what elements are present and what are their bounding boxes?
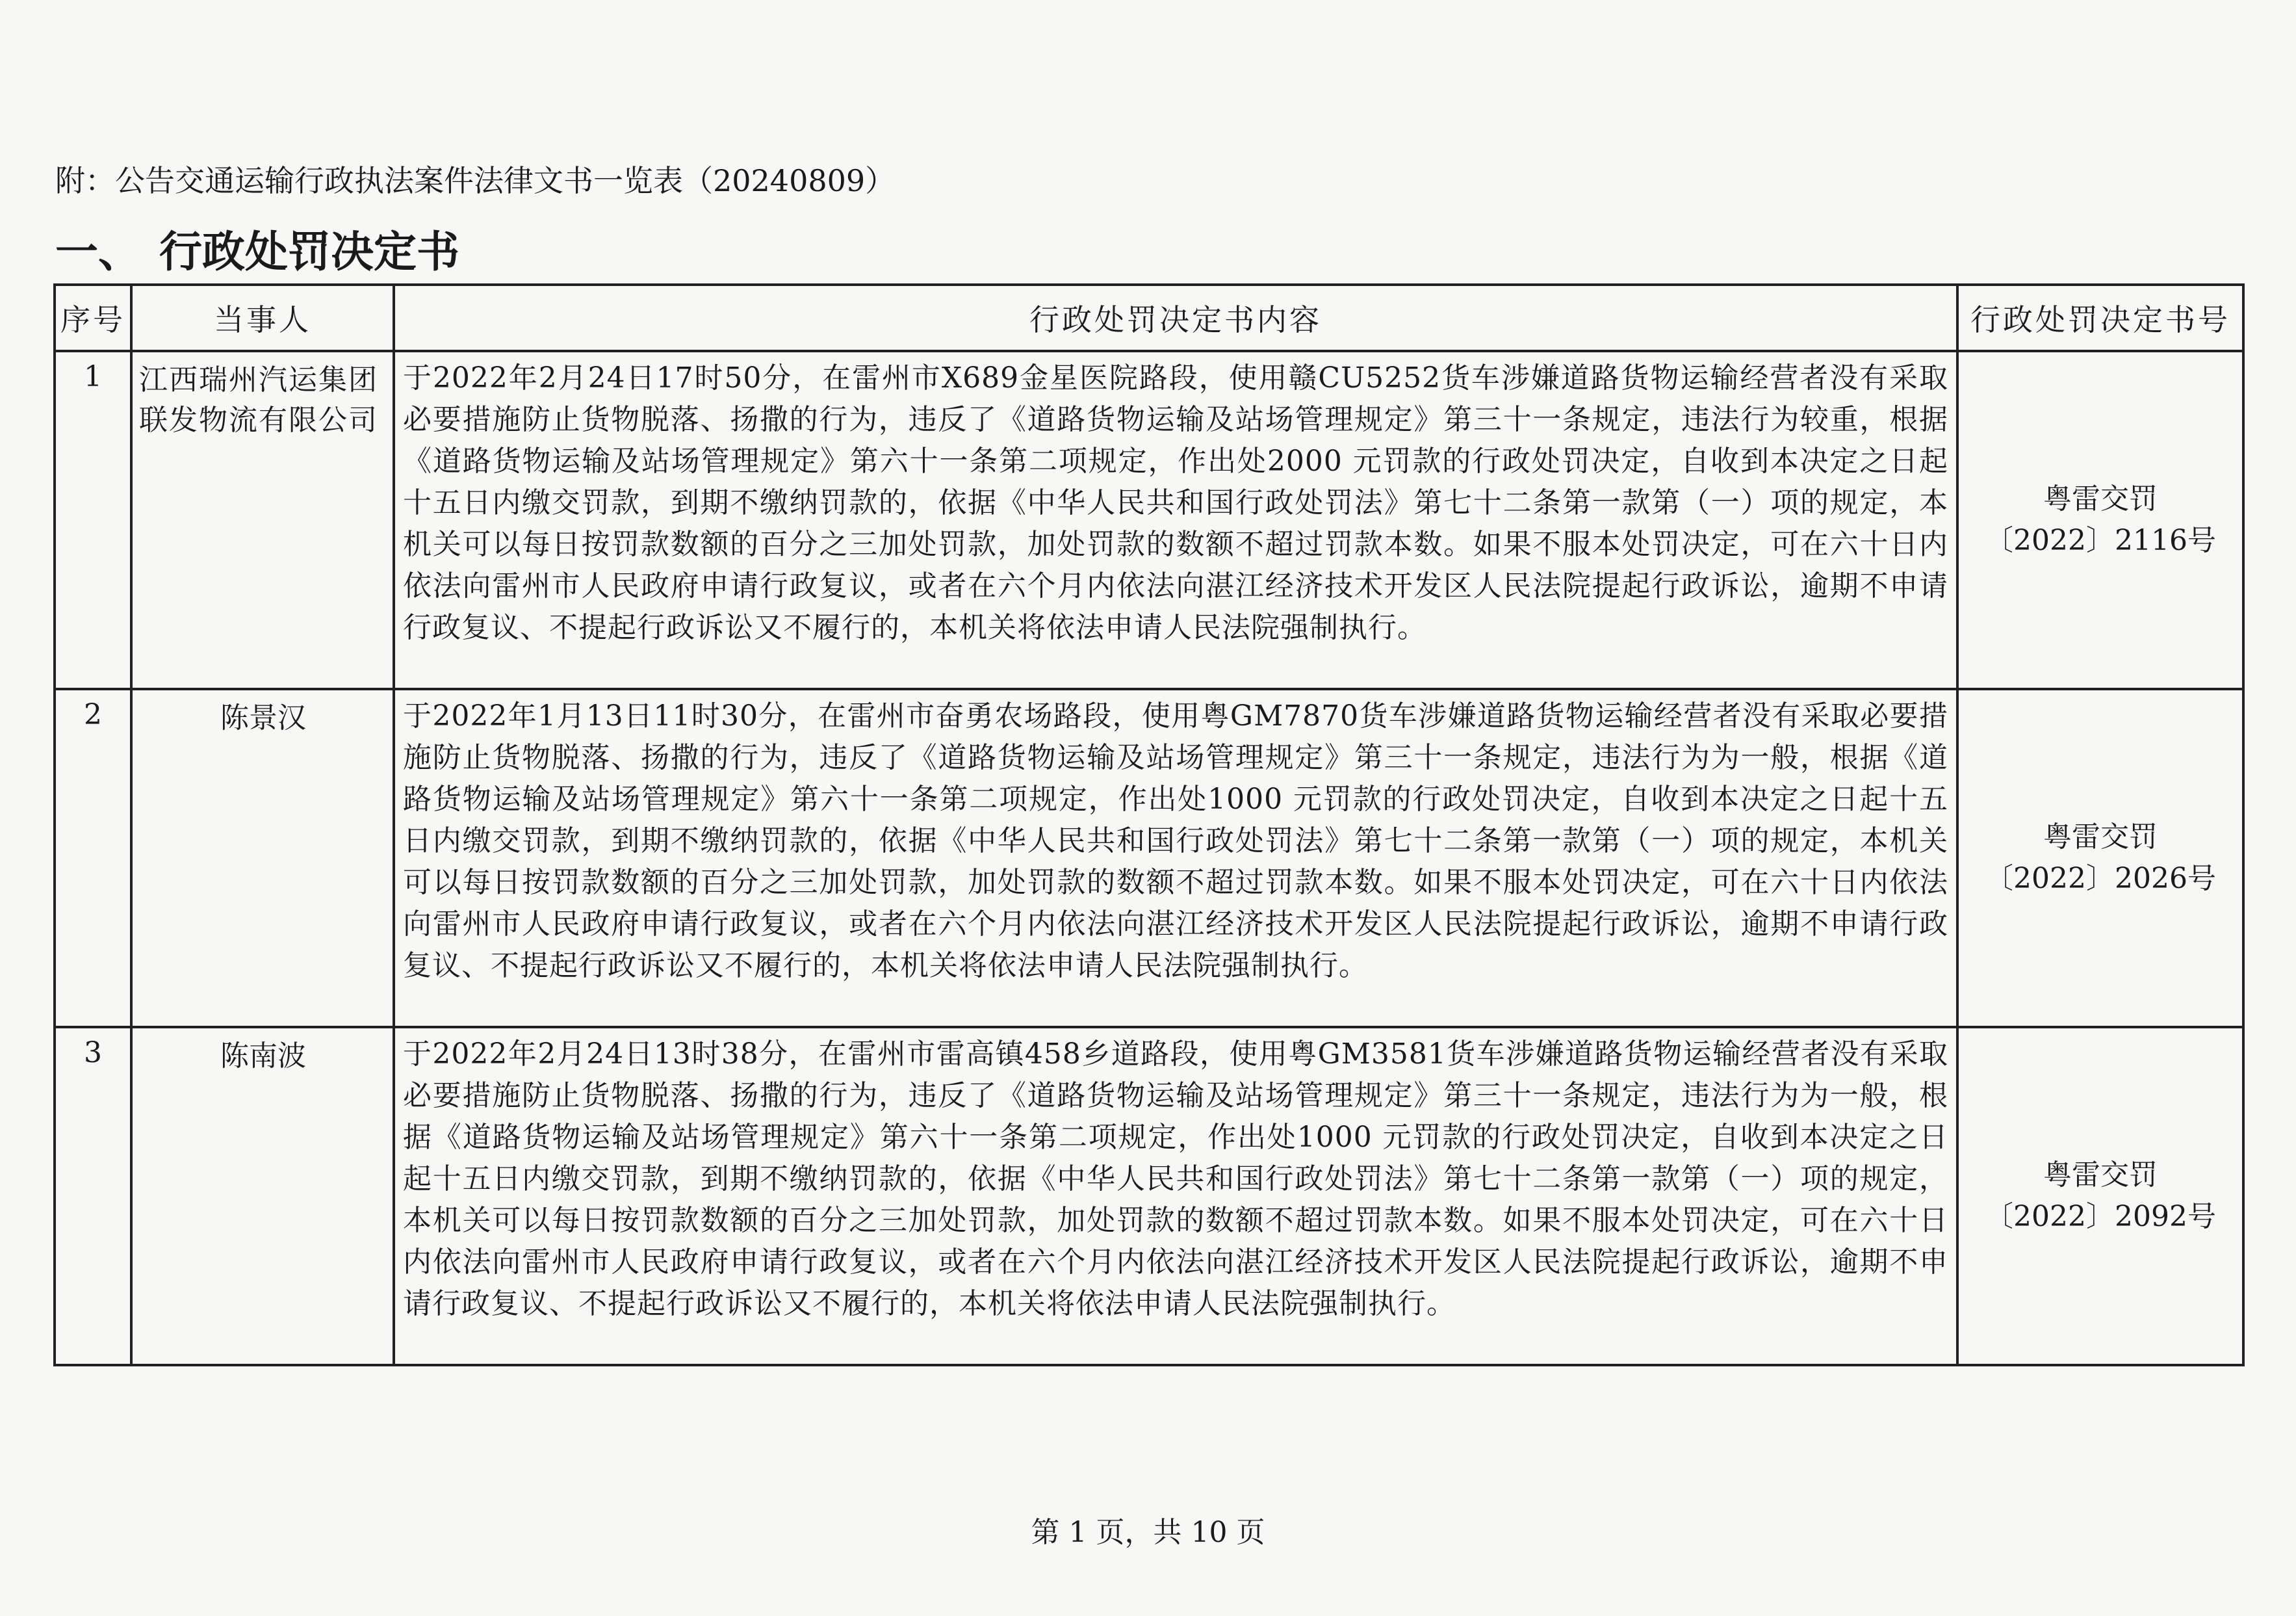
table-row — [55, 1027, 2243, 1365]
row-no: 3 — [55, 1027, 131, 1365]
row-doc-no — [1957, 1027, 2243, 1365]
row-content: 于2022年2月24日17时50分，在雷州市X689金星医院路段，使用赣CU5252货车涉嫌道路货物运输经营者没有采取必要措施防止货物脱落、扬撒的行为，违反了《道路货物运输及站场管理规定》第三十一条规定，违法行为较重，根据《道路货物运输及站场管理规定》第六十一条第二项规定，作出处2000 元罚款的行政处罚决定，自收到本决定之日起十五日内缴交罚款，到期不缴纳罚款的，依据《中华人民共和国行政处罚法》第七十二条第一款第（一）项的规定，本机关可以每日按罚款数额的百分之三加处罚款，加处罚款的数额不超过罚款本数。如果不服本处罚决定，可在六十日内依法向雷州市人民政府申请行政复议，或者在六个月内依法向湛江经济技术开发区人民法院提起行政诉讼，逾期不申请行政复议、不提起行政诉讼又不履行的，本机关将依法申请人民法院强制执行。 — [394, 351, 1957, 689]
row-party: 陈南波 — [131, 1027, 394, 1365]
row-no: 1 — [55, 351, 131, 689]
page-number: 第 1 页，共 10 页 — [1031, 1516, 1265, 1549]
row-doc-no — [1957, 689, 2243, 1027]
section-title: 行政处罚决定书 — [159, 227, 459, 277]
row-content: 于2022年2月24日13时38分，在雷州市雷高镇458乡道路段，使用粤GM3581货车涉嫌道路货物运输经营者没有采取必要措施防止货物脱落、扬撒的行为，违反了《道路货物运输及站场管理规定》第三十一条规定，违法行为为一般，根据《道路货物运输及站场管理规定》第六十一条第二项规定，作出处1000 元罚款的行政处罚决定，自收到本决定之日起十五日内缴交罚款，到期不缴纳罚款的，依据《中华人民共和国行政处罚法》第七十二条第一款第（一）项的规定，本机关可以每日按罚款数额的百分之三加处罚款，加处罚款的数额不超过罚款本数。如果不服本处罚决定，可在六十日内依法向雷州市人民政府申请行政复议，或者在六个月内依法向湛江经济技术开发区人民法院提起行政诉讼，逾期不申请行政复议、不提起行政诉讼又不履行的，本机关将依法申请人民法院强制执行。 — [394, 1027, 1957, 1365]
header-party: 当事人 — [131, 285, 394, 351]
table-row — [55, 351, 2243, 689]
table-row — [55, 689, 2243, 1027]
attachment-title: 附：公告交通运输行政执法案件法律文书一览表（20240809） — [55, 163, 896, 198]
penalty-decision-table — [53, 283, 2245, 1366]
doc-no-issuer: 粤雷交罚 — [2043, 820, 2158, 854]
header-no: 序号 — [55, 285, 131, 351]
table-header-row — [55, 285, 2243, 351]
row-party: 陈景汉 — [131, 689, 394, 1027]
section-heading — [55, 226, 459, 278]
row-content: 于2022年1月13日11时30分，在雷州市奋勇农场路段，使用粤GM7870货车涉嫌道路货物运输经营者没有采取必要措施防止货物脱落、扬撒的行为，违反了《道路货物运输及站场管理规定》第三十一条规定，违法行为为一般，根据《道路货物运输及站场管理规定》第六十一条第二项规定，作出处1000 元罚款的行政处罚决定，自收到本决定之日起十五日内缴交罚款，到期不缴纳罚款的，依据《中华人民共和国行政处罚法》第七十二条第一款第（一）项的规定，本机关可以每日按罚款数额的百分之三加处罚款，加处罚款的数额不超过罚款本数。如果不服本处罚决定，可在六十日内依法向雷州市人民政府申请行政复议，或者在六个月内依法向湛江经济技术开发区人民法院提起行政诉讼，逾期不申请行政复议、不提起行政诉讼又不履行的，本机关将依法申请人民法院强制执行。 — [394, 689, 1957, 1027]
row-doc-no — [1957, 351, 2243, 689]
doc-no-number: 〔2022〕2026号 — [1985, 862, 2216, 895]
doc-no-issuer: 粤雷交罚 — [2043, 482, 2158, 515]
row-party: 江西瑞州汽运集团联发物流有限公司 — [131, 351, 394, 689]
header-doc-no: 行政处罚决定书号 — [1957, 285, 2243, 351]
section-number: 一、 — [55, 227, 141, 277]
header-content: 行政处罚决定书内容 — [394, 285, 1957, 351]
doc-no-number: 〔2022〕2116号 — [1985, 524, 2216, 557]
doc-no-issuer: 粤雷交罚 — [2043, 1158, 2158, 1192]
doc-no-number: 〔2022〕2092号 — [1985, 1200, 2216, 1233]
row-no: 2 — [55, 689, 131, 1027]
